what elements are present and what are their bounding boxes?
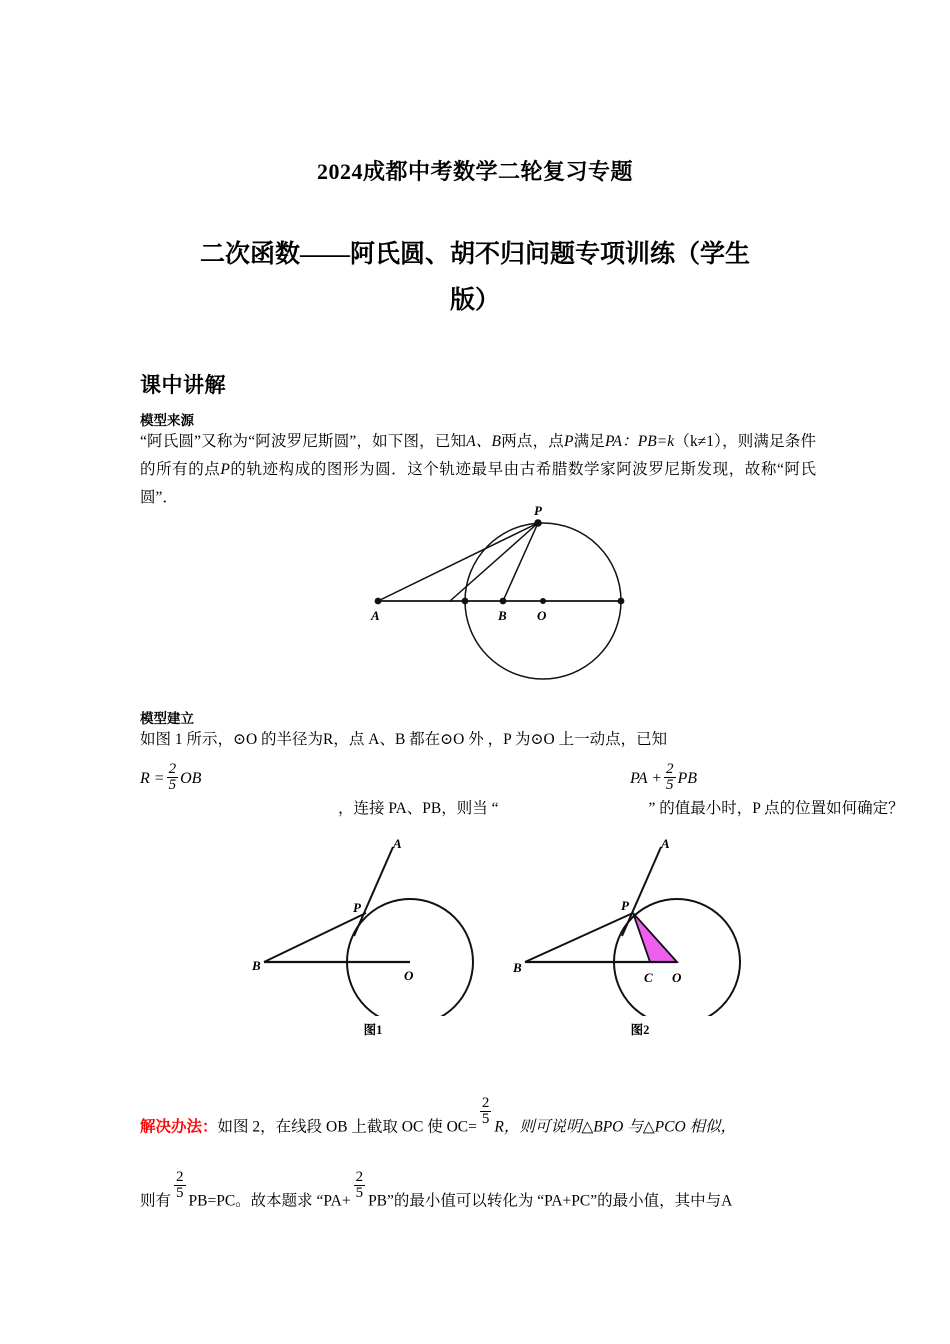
label-p: P: [353, 900, 361, 915]
figure-2: [512, 836, 752, 1037]
subheading-model-build: 模型建立: [140, 711, 194, 726]
text-frag-pa: PA：: [604, 433, 638, 450]
text-frag-5: 的轨迹构成的图形为圆．这个轨迹最早由古希腊数学家阿波罗尼斯发现，故称“阿氏圆”．: [140, 461, 816, 506]
segment-left-intersection-to-p: [450, 523, 538, 601]
fraction-two-fifths-c: $\frac{2}{5}$: [481, 1095, 490, 1128]
label-p: P: [621, 898, 629, 913]
point-p: [534, 519, 542, 527]
text-frag-2: 两点，点: [501, 433, 564, 450]
point-right-intersection: [618, 598, 625, 605]
text-frag-p2: P: [220, 461, 230, 478]
paragraph-model-build: 如图 1 所示，⊙O 的半径为R，点 A、B 都在⊙O 外 ，P 为⊙O 上一动点，已知: [140, 731, 668, 748]
eq-left-prefix: R =: [140, 770, 165, 787]
subheading-model-source: 模型来源: [140, 413, 194, 428]
label-b: B: [498, 608, 507, 623]
figure-1: [248, 836, 488, 1037]
eq-left-suffix: OB: [180, 770, 202, 787]
equation-objective: [630, 762, 697, 794]
solution-line1-a: 如图 2，在线段 OB 上截取 OC 使 OC=: [217, 1118, 477, 1136]
segment-pa: [354, 847, 393, 936]
segment-bp: [264, 913, 366, 962]
label-a: A: [393, 836, 402, 851]
solution-line1-b: R，则可说明△BPO 与△PCO 相似，: [494, 1118, 737, 1136]
fraction-two-fifths-d: $\frac{2}{5}$: [176, 1169, 184, 1202]
fraction-two-fifths-e: $\frac{2}{5}$: [355, 1169, 364, 1202]
solution-line-2: [140, 1170, 732, 1211]
tail-before: ，连接 PA、PB，则当 “: [338, 800, 499, 817]
point-a: [375, 598, 382, 605]
solution-label: 解决办法：: [140, 1118, 218, 1136]
page-title-main: 2024成都中考数学二轮复习专题: [316, 159, 633, 184]
figure-1-caption: 图1: [363, 1023, 383, 1037]
point-b: [500, 598, 507, 605]
text-frag-p: P: [563, 433, 574, 450]
text-frag-1: “阿氏圆”又称为“阿波罗尼斯圆”，如下图，已知: [140, 433, 467, 450]
label-o: O: [537, 608, 547, 623]
point-left-intersection: [462, 598, 469, 605]
figure-apollonius: [355, 498, 655, 703]
figure-2-caption: 图2: [630, 1023, 650, 1037]
page-title-sub: 二次函数——阿氏圆、胡不归问题专项训练（学生版）: [199, 241, 750, 314]
text-frag-pbk: PB=k: [637, 433, 675, 450]
fraction-two-fifths-b: $\frac{2}{5}$: [666, 761, 674, 794]
equation-tail-text: [338, 796, 904, 818]
triangle-pco: [633, 913, 677, 962]
segment-ap: [378, 523, 538, 601]
circle-o: [347, 899, 473, 1016]
text-frag-4: （k≠1），则满足条件的所有的点: [140, 433, 816, 478]
solution-line2-b: PB=PC。故本题求 “PA+: [188, 1192, 351, 1210]
equation-row: [140, 758, 904, 817]
fig1-svg: [248, 836, 488, 1016]
segment-bp: [525, 913, 633, 962]
section-heading-lecture: 课中讲解: [140, 373, 226, 397]
label-a: A: [661, 836, 670, 851]
text-frag-3: 满足: [573, 433, 605, 450]
solution-line-1: [140, 1096, 736, 1137]
label-a: A: [371, 608, 380, 623]
point-o: [540, 598, 546, 604]
label-b: B: [252, 958, 261, 973]
label-p: P: [534, 503, 542, 518]
label-c: C: [644, 970, 653, 985]
solution-line2-c: PB”的最小值可以转化为 “PA+PC”的最小值，其中与A: [368, 1192, 733, 1210]
solution-line2-a: 则有: [140, 1192, 172, 1210]
eq-right-prefix: PA +: [630, 770, 662, 787]
equation-radius: [140, 762, 201, 794]
text-frag-ab: A、B: [466, 433, 502, 450]
tail-after: ” 的值最小时，P 点的位置如何确定？: [648, 800, 904, 817]
fraction-two-fifths-a: $\frac{2}{5}$: [168, 761, 177, 794]
label-o: O: [672, 970, 682, 985]
fig2-svg: [512, 836, 752, 1016]
circle-o: [614, 899, 740, 1016]
apollonius-svg: [355, 498, 655, 698]
eq-right-suffix: PB: [677, 770, 698, 787]
label-b: B: [513, 960, 522, 975]
segment-bp: [503, 523, 538, 601]
label-o: O: [404, 968, 414, 983]
